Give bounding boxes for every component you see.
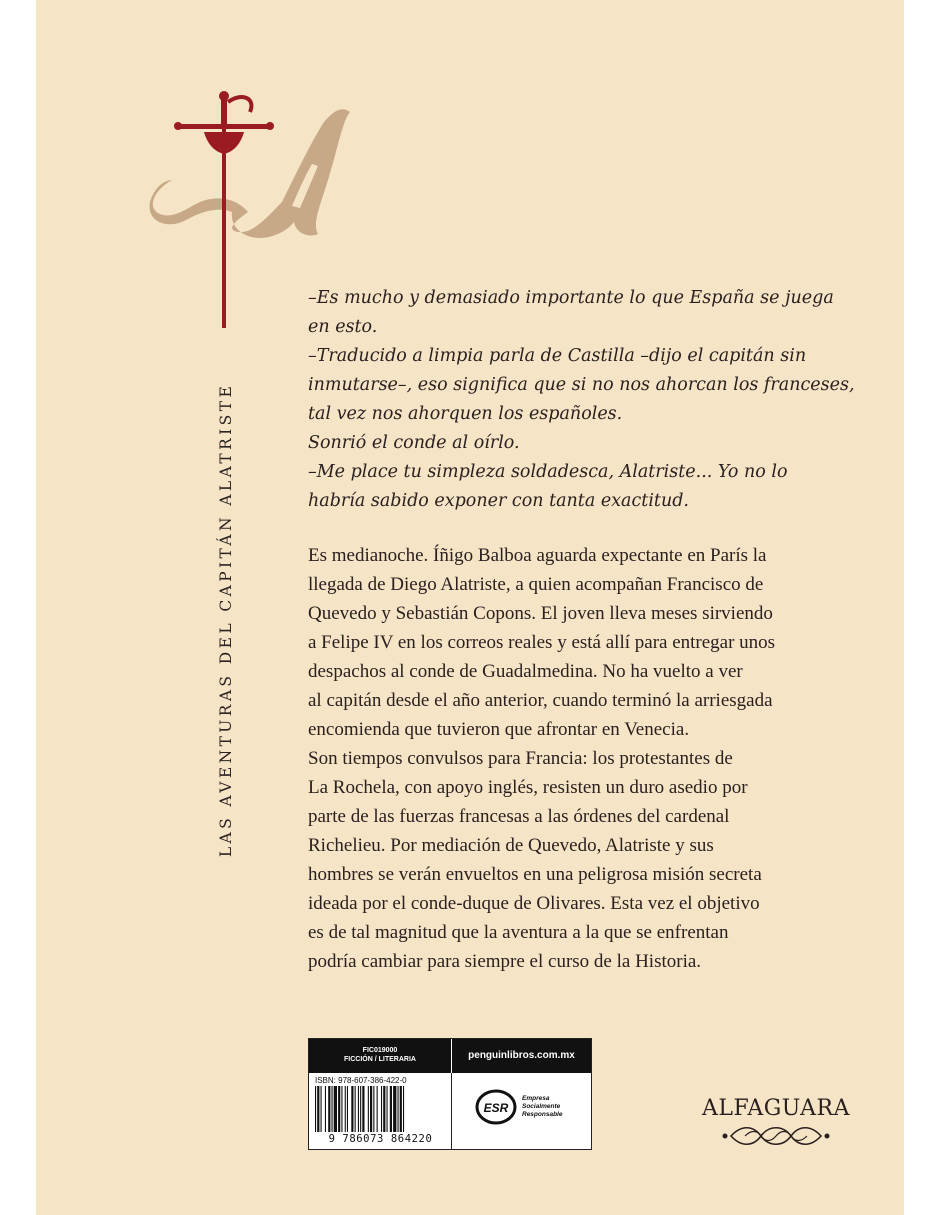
barcode-bar [362, 1086, 364, 1132]
esr-line: Responsable [522, 1111, 563, 1118]
back-cover-quote [308, 284, 868, 516]
barcode-bar [338, 1086, 340, 1132]
barcode-bar [390, 1086, 392, 1132]
barcode-bar [334, 1086, 337, 1132]
sword-guard-shell [204, 132, 244, 154]
synopsis [308, 541, 868, 976]
barcode-bar [360, 1086, 361, 1132]
synopsis-line: Quevedo y Sebastián Copons. El joven lleva meses sirviendo [308, 603, 773, 624]
barcode-bar [370, 1086, 372, 1132]
barcode-bar [387, 1086, 388, 1132]
esr-caption [522, 1095, 582, 1119]
synopsis-line: Son tiempos convulsos para Francia: los protestantes de [308, 748, 733, 769]
quote-line: –Traducido a limpia parla de Castilla –dijo el capitán sin [308, 346, 807, 366]
synopsis-line: parte de las fuerzas francesas a las órdenes del cardenal [308, 806, 730, 827]
barcode-bar [358, 1086, 359, 1132]
esr-line: Socialmente [522, 1103, 561, 1110]
quote-line: –Me place tu simpleza soldadesca, Alatriste... Yo no lo [308, 462, 788, 482]
isbn-label: ISBN: 978-607-386-422-0 [315, 1076, 407, 1085]
publisher-name: ALFAGUARA [701, 1096, 850, 1121]
barcode-bar [383, 1086, 385, 1132]
barcode-box [308, 1038, 592, 1150]
barcode-bar [328, 1086, 330, 1132]
back-cover [36, 0, 904, 1215]
barcode-bar [341, 1086, 342, 1132]
synopsis-line: hombres se verán envueltos en una peligrosa misión secreta [308, 864, 762, 885]
barcode-bar [377, 1086, 378, 1132]
synopsis-line: a Felipe IV en los correos reales y está allí para entregar unos [308, 632, 776, 653]
synopsis-line: ideada por el conde-duque de Olivares. Esta vez el objetivo [308, 893, 760, 914]
category-name: FICCIÓN / LITERARIA [344, 1056, 416, 1063]
flourish-ornament-icon [721, 1123, 831, 1149]
barcode-bar [321, 1086, 322, 1132]
spine-series-title: LAS AVENTURAS DEL CAPITÁN ALATRISTE [217, 382, 235, 858]
publisher-website: penguinlibros.com.mx [468, 1050, 575, 1061]
synopsis-line: llegada de Diego Alatriste, a quien acompañan Francisco de [308, 574, 764, 595]
barcode-digits: 9 786073 864220 [328, 1133, 433, 1145]
barcode-bar [345, 1086, 346, 1132]
barcode-bar [398, 1086, 399, 1132]
quote-line: inmutarse–, eso significa que si no nos ahorcan los franceses, [308, 375, 855, 395]
synopsis-line: Es medianoche. Íñigo Balboa aguarda expectante en París la [308, 545, 767, 566]
synopsis-line: encomienda que tuvieron que afrontar en Venecia. [308, 719, 690, 740]
quote-line: en esto. [308, 317, 378, 337]
barcode-bar [351, 1086, 353, 1132]
barcode [315, 1086, 446, 1132]
esr-badge-text: ESR [483, 1101, 509, 1115]
synopsis-line: La Rochela, con apoyo inglés, resisten un duro asedio por [308, 777, 748, 798]
barcode-bar [381, 1086, 382, 1132]
barcode-bar [347, 1086, 348, 1132]
barcode-bar [325, 1086, 326, 1132]
synopsis-line: despachos al conde de Guadalmedina. No ha vuelto a ver [308, 661, 743, 682]
quote-line: habría sabido exponer con tanta exactitud. [308, 491, 689, 511]
quote-line: tal vez nos ahorquen los españoles. [308, 404, 623, 424]
synopsis-line: es de tal magnitud que la aventura a la que se enfrentan [308, 922, 729, 943]
category-label [309, 1039, 452, 1073]
publisher-logo [696, 1096, 856, 1149]
synopsis-line: al capitán desde el año anterior, cuando terminó la arriesgada [308, 690, 773, 711]
barcode-bar [400, 1086, 402, 1132]
esr-logo-icon [474, 1087, 518, 1127]
barcode-bar [403, 1086, 404, 1132]
barcode-bar [368, 1086, 369, 1132]
quote-line: Sonrió el conde al oírlo. [308, 433, 520, 453]
barcode-bar [355, 1086, 356, 1132]
barcode-bar [373, 1086, 374, 1132]
synopsis-line: Richelieu. Por mediación de Quevedo, Alatriste y sus [308, 835, 714, 856]
barcode-bar [317, 1086, 319, 1132]
esr-line: Empresa [522, 1095, 550, 1102]
barcode-bar [332, 1086, 333, 1132]
barcode-bar [315, 1086, 316, 1132]
synopsis-line: podría cambiar para siempre el curso de la Historia. [308, 951, 702, 972]
category-code: FIC019000 [362, 1047, 398, 1054]
barcode-bar [393, 1086, 396, 1132]
quote-line: –Es mucho y demasiado importante lo que España se juega [308, 288, 834, 308]
